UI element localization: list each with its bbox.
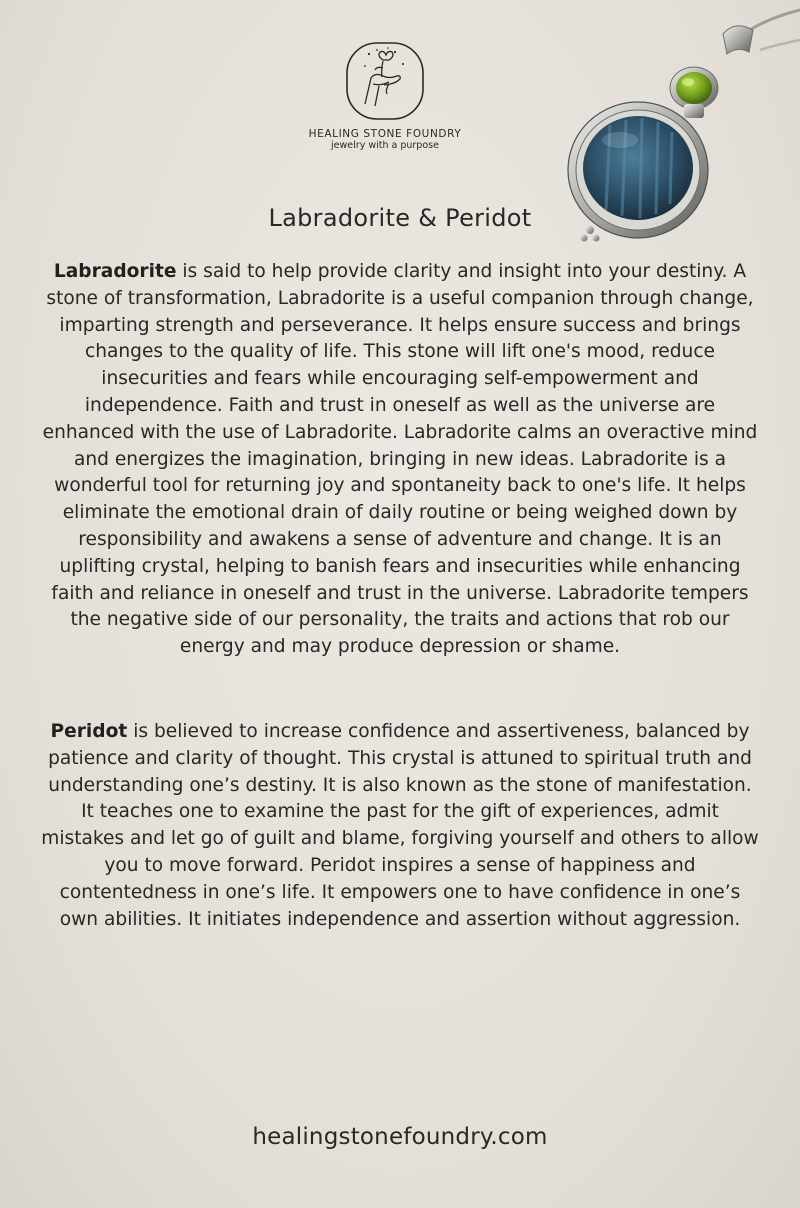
peridot-text: is believed to increase confidence and assertiveness, balanced by patience and clarity of thought. This crystal is attuned to spiritual truth and understanding one’s destiny. It is also known as the stone of manifestation. It teaches one to examine the past for the gift of experiences, admit mistakes and let go of guilt and blame, forgiving yourself and others to allow you to move forward. Peridot inspires a sense of happiness and contentedness in one’s life. It empowers one to have confidence in one’s own abilities. It initiates independence and assertion without aggression.: [41, 721, 759, 930]
brand-name: HEALING STONE FOUNDRY: [308, 128, 462, 140]
hand-holding-flower-icon: [343, 40, 427, 124]
website-url: healingstonefoundry.com: [252, 1124, 548, 1150]
brand-logo: [280, 40, 490, 151]
labradorite-description: [40, 259, 760, 661]
brand-tagline: jewelry with a purpose: [331, 140, 439, 151]
labradorite-text: is said to help provide clarity and insight into your destiny. A stone of transformation, Labradorite is a useful companion through change, imparting strength and perseverance. It helps ensure success and brings changes to the quality of life. This stone will lift one's mood, reduce insecurities and fears while encouraging self-empowerment and independence. Faith and trust in oneself as well as the universe are enhanced with the use of Labradorite. Labradorite calms an overactive mind and energizes the imagination, bringing in new ideas. Labradorite is a wonderful tool for returning joy and spontaneity back to one's life. It helps eliminate the emotional drain of daily routine or being weighed down by responsibility and awakens a sense of adventure and change. It is an uplifting crystal, helping to banish fears and insecurities while enhancing faith and reliance in oneself and trust in the universe. Labradorite tempers the negative side of our personality, the traits and actions that rob our energy and may produce depression or shame.: [42, 261, 758, 658]
page-title: Labradorite & Peridot: [268, 204, 532, 232]
labradorite-heading: Labradorite: [53, 261, 177, 282]
peridot-heading: Peridot: [50, 721, 128, 742]
peridot-description: [40, 719, 760, 933]
